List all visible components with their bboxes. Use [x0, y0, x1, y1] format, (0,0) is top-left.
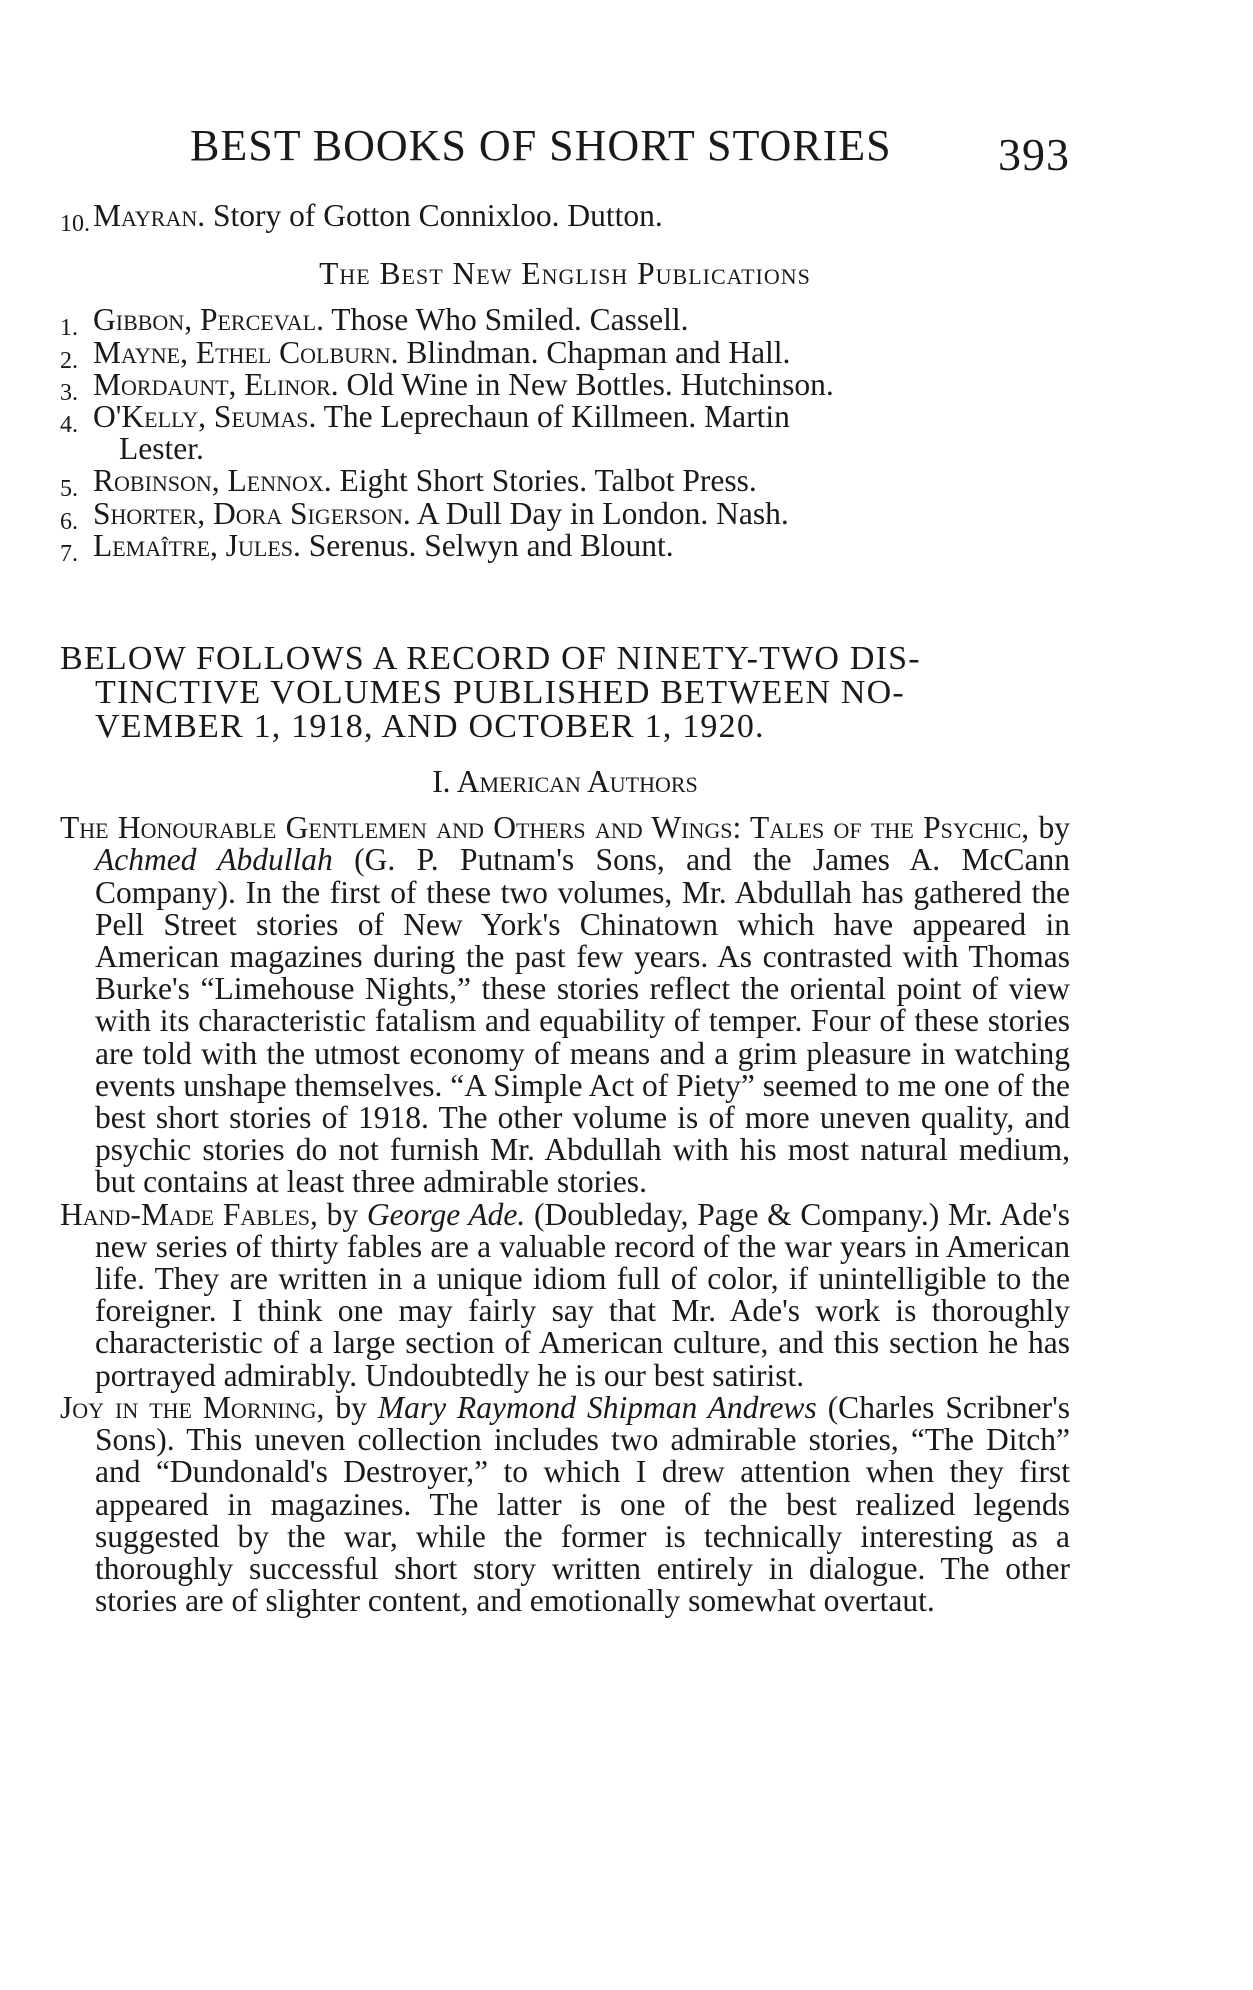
list-rest: Old Wine in New Bottles. Hutchinson.: [338, 366, 834, 402]
english-list: [60, 302, 1070, 567]
list-author: Robinson, Lennox.: [93, 463, 332, 499]
review-body: (Charles Scribner's Sons). This uneven collection includes two admirable stories, “The Ditch” and “Dundonald's Destroyer,” to which I drew attention when they first appeared in magazines. The latter is one of the best realized legends suggested by the war, while the former is technically interesting as a thoroughly successful short story written entirely in dialogue. The other stories are of slighter content, and emotionally somewhat overtaut.: [95, 1389, 1071, 1619]
review-entry: [60, 1389, 1071, 1619]
section-heading: I. American Authors: [432, 764, 698, 800]
review-body: (Doubleday, Page & Company.) Mr. Ade's new series of thirty fables are a valuable record of the war years in American life. They are written in a unique idiom full of color, if unintelligible to the foreigner. I think one may fairly say that Mr. Ade's work is thoroughly characteristic of a large section of American culture, and this section he has portrayed admirably. Undoubtedly he is our best satirist.: [95, 1196, 1070, 1393]
review-body: (G. P. Putnam's Sons, and the James A. McCann Company). In the first of these two volumes, Mr. Abdullah has gathered the Pell Street stories of New York's Chinatown which have appeared in American magazines during the past few years. As contrasted with Thomas Burke's “Limehouse Nights,” these stories reflect the oriental point of view with its characteristic fatalism and equability of temper. Four of these stories are told with the utmost economy of means and a grim pleasure in watching events unshape themselves. “A Simple Act of Piety” seemed to me one of the best short stories of 1918. The other volume is of more uneven quality, and psychic stories do not furnish Mr. Abdullah with his most natural medium, but contains at least three admirable stories.: [95, 842, 1070, 1200]
list-author: Mordaunt, Elinor.: [93, 366, 339, 402]
review-entry: [60, 1196, 1070, 1393]
page-number: 393: [998, 129, 1070, 180]
english-heading: The Best New English Publications: [319, 256, 811, 292]
list-item: [60, 495, 1070, 535]
review-author: George Ade.: [366, 1196, 526, 1232]
list-rest: A Dull Day in London. Nash.: [410, 495, 789, 531]
list-continuation: Lester.: [119, 431, 204, 467]
list-number: 2.: [60, 347, 78, 374]
list-author: Mayran.: [93, 198, 206, 233]
list-number: 7.: [60, 540, 78, 567]
list-item: [60, 302, 1070, 342]
list-rest: Those Who Smiled. Cassell.: [323, 302, 689, 338]
review-entry: [60, 812, 1070, 1198]
list-number: 10.: [60, 211, 90, 237]
list-item: [60, 198, 1070, 237]
running-title: BEST BOOKS OF SHORT STORIES: [190, 121, 892, 170]
list-author: Shorter, Dora Sigerson.: [93, 495, 411, 531]
review-author: Achmed Abdullah: [95, 842, 333, 878]
review-title: Hand-Made Fables,: [60, 1196, 318, 1232]
list-item: [60, 401, 1070, 465]
list-author: Lemaître, Jules.: [93, 527, 301, 563]
notice-line: VEMBER 1, 1918, AND OCTOBER 1, 1920.: [95, 708, 765, 746]
record-notice: [60, 642, 1070, 744]
list-author: O'Kelly, Seumas.: [93, 399, 317, 435]
list-number: 1.: [60, 315, 78, 342]
list-rest: Eight Short Stories. Talbot Press.: [331, 463, 757, 499]
list-author: Gibbon, Perceval.: [93, 302, 324, 338]
notice-line: BELOW FOLLOWS A RECORD OF NINETY-TWO DIS-: [60, 640, 921, 678]
review-title: The Honourable Gentlemen and Others and Wings: Tales of the Psychic,: [60, 810, 1030, 846]
list-number: 3.: [60, 379, 78, 406]
list-number: 4.: [60, 412, 78, 439]
list-item: [60, 463, 1070, 503]
list-rest: Blindman. Chapman and Hall.: [398, 334, 791, 370]
list-rest: The Leprechaun of Killmeen. Martin: [316, 399, 790, 435]
list-item: [60, 334, 1070, 374]
review-author: Mary Raymond Shipman Andrews: [377, 1389, 817, 1425]
list-author: Mayne, Ethel Colburn.: [93, 334, 399, 370]
review-by: by: [324, 1389, 378, 1425]
review-by: by: [1029, 810, 1070, 846]
list-rest: Serenus. Selwyn and Blount.: [300, 527, 674, 563]
list-item: [60, 366, 1070, 406]
page-content: [60, 200, 1070, 1617]
list-rest: Story of Gotton Connixloo. Dutton.: [205, 198, 663, 233]
notice-line: TINCTIVE VOLUMES PUBLISHED BETWEEN NO-: [95, 674, 905, 712]
list-number: 5.: [60, 476, 78, 503]
list-item: [60, 527, 1070, 567]
review-by: by: [317, 1196, 367, 1232]
list-number: 6.: [60, 508, 78, 535]
review-title: Joy in the Morning,: [60, 1389, 325, 1425]
